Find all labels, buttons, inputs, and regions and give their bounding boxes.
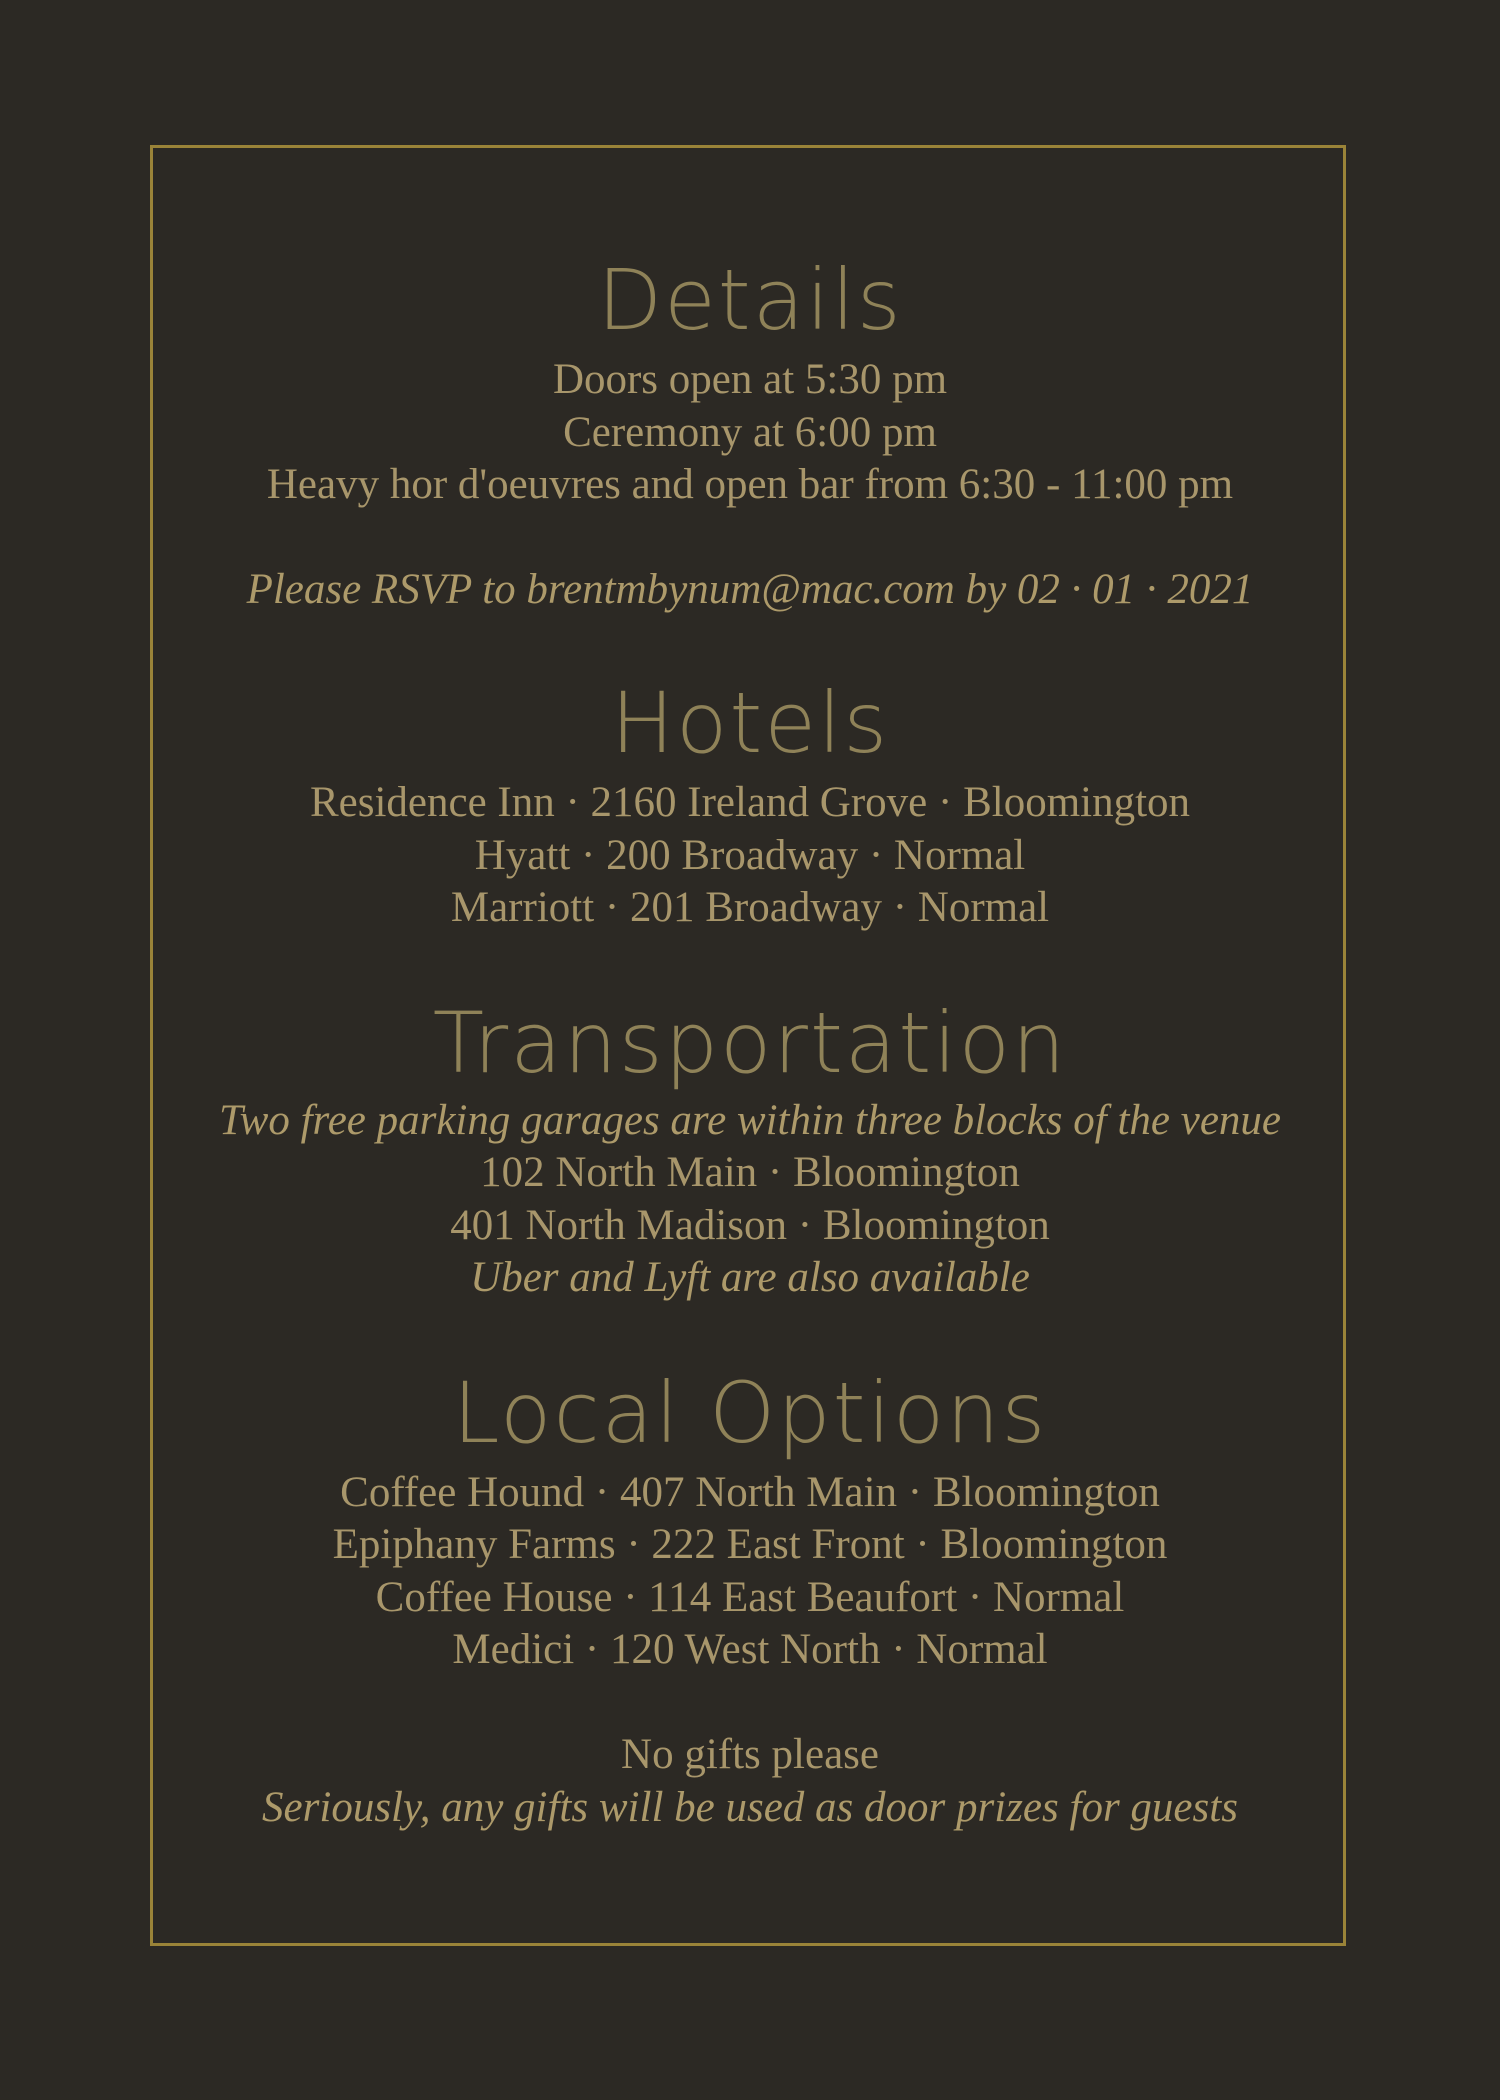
parking-garage-madison: 401 North Madison · Bloomington [450,1202,1050,1249]
local-options-heading: Local Options [452,1364,1048,1462]
rsvp-line: Please RSVP to brentmbynum@mac.com by 02 · 01 · 2021 [246,566,1254,613]
details-heading: Details [597,251,903,349]
local-medici: Medici · 120 West North · Normal [452,1626,1048,1673]
hotel-hyatt: Hyatt · 200 Broadway · Normal [474,832,1026,879]
reception-line: Heavy hor d'oeuvres and open bar from 6:30 - 11:00 pm [266,461,1234,508]
parking-garage-main: 102 North Main · Bloomington [480,1149,1020,1196]
rideshare-note: Uber and Lyft are also available [470,1254,1030,1301]
hotels-heading: Hotels [610,674,890,772]
hotel-marriott: Marriott · 201 Broadway · Normal [450,884,1050,931]
no-gifts-line: No gifts please [621,1731,879,1778]
gifts-note: Seriously, any gifts will be used as door prizes for guests [262,1784,1238,1831]
hotel-residence-inn: Residence Inn · 2160 Ireland Grove · Bloomington [309,779,1191,826]
doors-open-line: Doors open at 5:30 pm [552,356,948,403]
local-epiphany-farms: Epiphany Farms · 222 East Front · Bloomington [332,1521,1168,1568]
ceremony-line: Ceremony at 6:00 pm [563,409,937,456]
local-coffee-hound: Coffee Hound · 407 North Main · Bloomington [340,1469,1160,1516]
transportation-heading: Transportation [432,994,1068,1092]
local-coffee-house: Coffee House · 114 East Beaufort · Normal [375,1574,1125,1621]
parking-note: Two free parking garages are within three blocks of the venue [218,1097,1282,1144]
